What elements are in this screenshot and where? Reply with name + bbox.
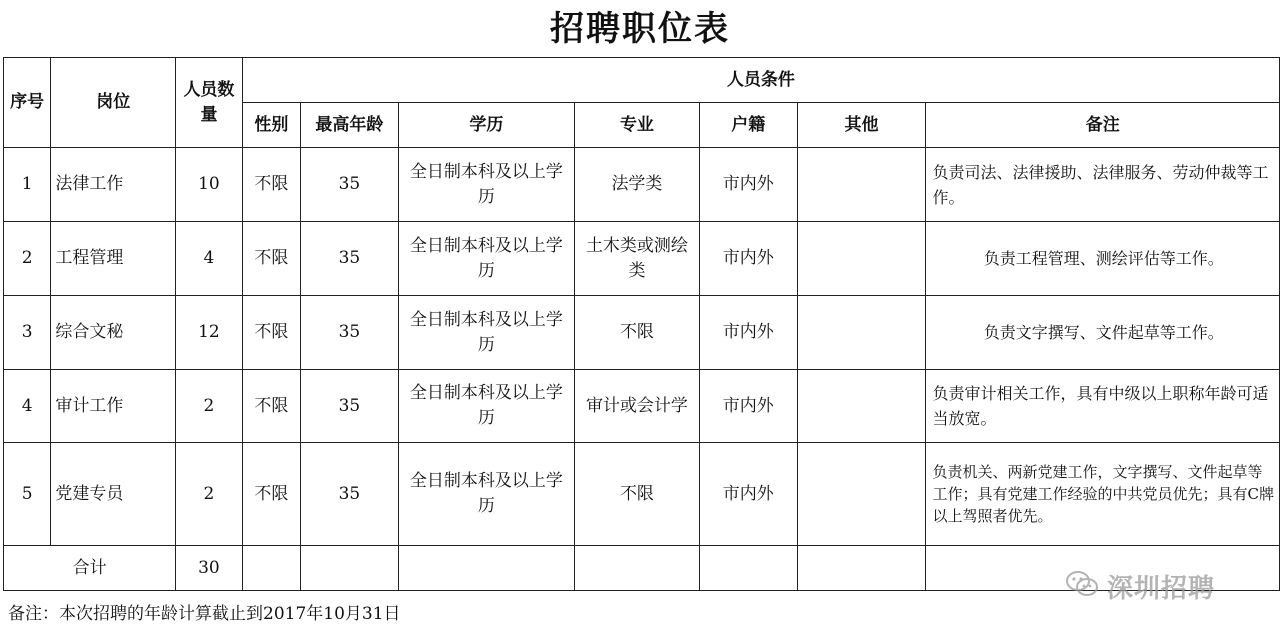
- cell-other: [797, 148, 926, 222]
- header-post: 岗位: [51, 58, 176, 148]
- header-count: 人员数量: [176, 58, 242, 148]
- cell-household: 市内外: [699, 222, 797, 296]
- cell-other: [797, 370, 926, 443]
- cell-post: 法律工作: [51, 148, 176, 222]
- cell-remarks: 负责机关、两新党建工作，文字撰写、文件起草等工作；具有党建工作经验的中共党员优先；具有C牌以上驾照者优先。: [926, 443, 1280, 546]
- header-household: 户籍: [699, 103, 797, 148]
- table-row: [4, 296, 1280, 370]
- cell-remarks: 负责审计相关工作，具有中级以上职称年龄可适当放宽。: [926, 370, 1280, 443]
- cell-household: 市内外: [699, 148, 797, 222]
- cell-other: [797, 443, 926, 546]
- cell-remarks: 负责文字撰写、文件起草等工作。: [926, 296, 1280, 370]
- cell-household: 市内外: [699, 296, 797, 370]
- table-row: [4, 148, 1280, 222]
- header-conditions: 人员条件: [242, 58, 1279, 103]
- cell-major: 审计或会计学: [575, 370, 700, 443]
- table-row: [4, 370, 1280, 443]
- header-remarks: 备注: [926, 103, 1280, 148]
- cell-education: 全日制本科及以上学历: [398, 148, 574, 222]
- cell-household: 市内外: [699, 370, 797, 443]
- cell-post: 审计工作: [51, 370, 176, 443]
- cell-post: 党建专员: [51, 443, 176, 546]
- wechat-icon: [1065, 569, 1099, 603]
- cell-count: 2: [176, 370, 242, 443]
- cell-major: 法学类: [575, 148, 700, 222]
- header-major: 专业: [575, 103, 700, 148]
- table-row: [4, 222, 1280, 296]
- cell-education: 全日制本科及以上学历: [398, 443, 574, 546]
- cell-education: 全日制本科及以上学历: [398, 296, 574, 370]
- header-seq: 序号: [4, 58, 51, 148]
- total-label: 合计: [4, 546, 176, 591]
- cell-max-age: 35: [301, 148, 399, 222]
- recruitment-table: [3, 57, 1280, 591]
- cell-education: 全日制本科及以上学历: [398, 222, 574, 296]
- cell-gender: 不限: [242, 370, 300, 443]
- cell-remarks: 负责司法、法律援助、法律服务、劳动仲裁等工作。: [926, 148, 1280, 222]
- page-title: 招聘职位表: [550, 9, 730, 49]
- cell-max-age: 35: [301, 443, 399, 546]
- cell-gender: 不限: [242, 296, 300, 370]
- cell-seq: 1: [4, 148, 51, 222]
- cell-count: 2: [176, 443, 242, 546]
- cell-seq: 3: [4, 296, 51, 370]
- header-gender: 性别: [242, 103, 300, 148]
- cell-max-age: 35: [301, 222, 399, 296]
- cell-major: 土木类或测绘类: [575, 222, 700, 296]
- cell-household: 市内外: [699, 443, 797, 546]
- cell-other: [797, 296, 926, 370]
- header-education: 学历: [398, 103, 574, 148]
- cell-count: 4: [176, 222, 242, 296]
- cell-gender: 不限: [242, 443, 300, 546]
- cell-seq: 2: [4, 222, 51, 296]
- cell-max-age: 35: [301, 370, 399, 443]
- cell-post: 综合文秘: [51, 296, 176, 370]
- cell-gender: 不限: [242, 222, 300, 296]
- cell-seq: 4: [4, 370, 51, 443]
- cell-seq: 5: [4, 443, 51, 546]
- cell-education: 全日制本科及以上学历: [398, 370, 574, 443]
- total-count: 30: [176, 546, 242, 591]
- header-other: 其他: [797, 103, 926, 148]
- footnote: 备注：本次招聘的年龄计算截止到2017年10月31日: [8, 604, 401, 624]
- cell-count: 10: [176, 148, 242, 222]
- watermark-text: 深圳招聘: [1107, 573, 1216, 604]
- cell-major: 不限: [575, 296, 700, 370]
- cell-major: 不限: [575, 443, 700, 546]
- cell-other: [797, 222, 926, 296]
- header-max-age: 最高年龄: [301, 103, 399, 148]
- watermark: [1065, 566, 1215, 606]
- cell-count: 12: [176, 296, 242, 370]
- cell-max-age: 35: [301, 296, 399, 370]
- table-row: [4, 443, 1280, 546]
- cell-gender: 不限: [242, 148, 300, 222]
- cell-post: 工程管理: [51, 222, 176, 296]
- cell-remarks: 负责工程管理、测绘评估等工作。: [926, 222, 1280, 296]
